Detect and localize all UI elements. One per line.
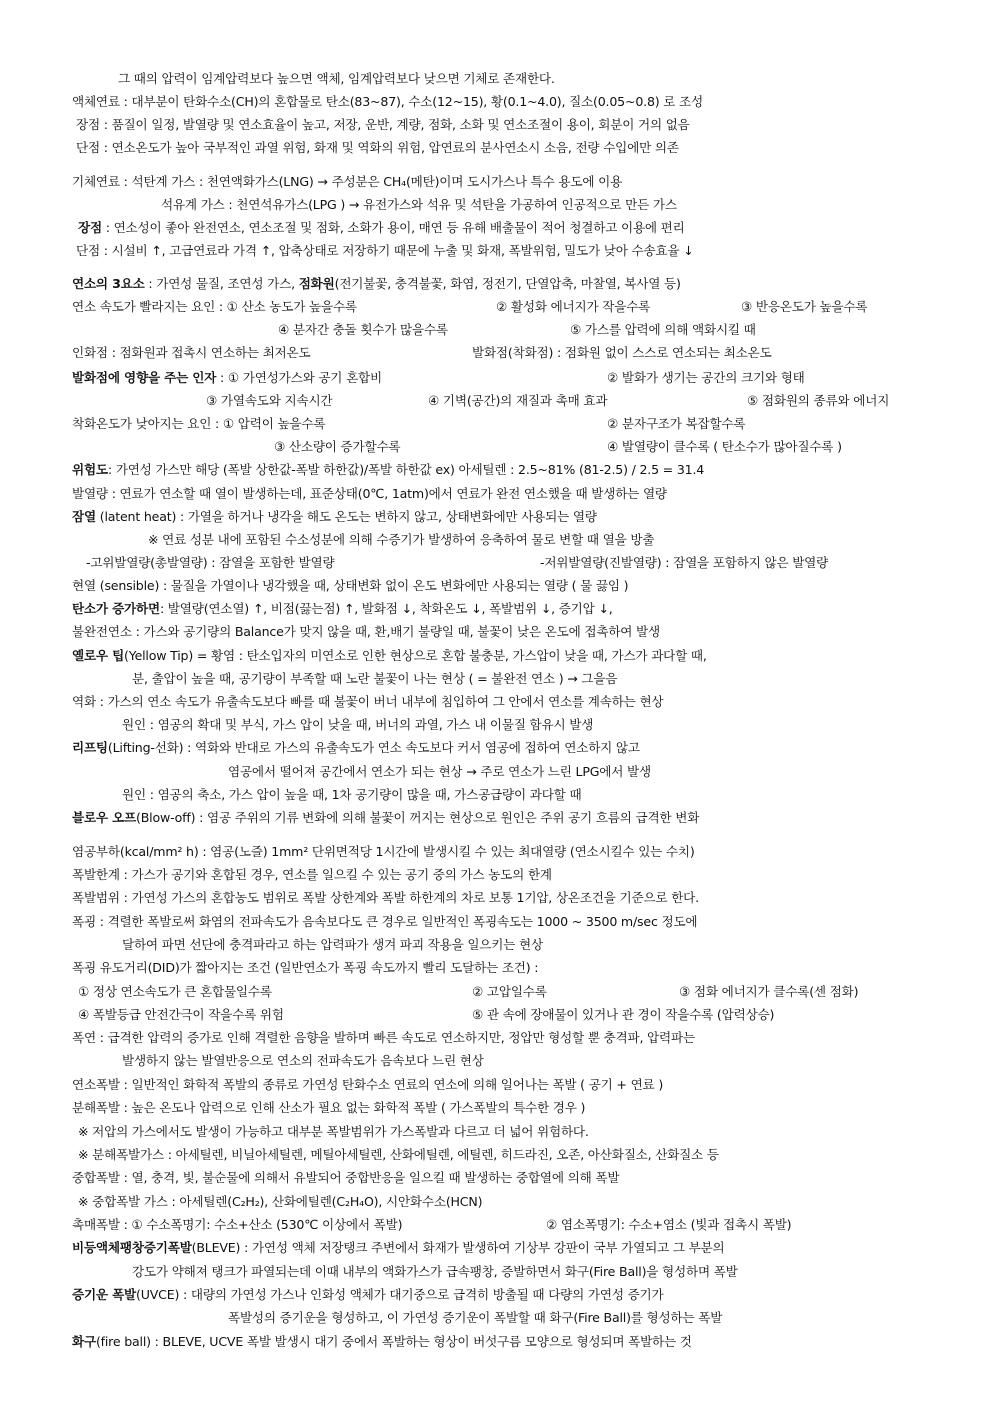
text-line: ④ 기벽(공간)의 재질과 촉매 효과 bbox=[428, 393, 608, 408]
text-span: (BLEVE) : 가연성 액체 저장탱크 주변에서 화재가 발생하여 기상부 강판이 국부 가열되고 그 부분의 bbox=[191, 1240, 725, 1255]
label-uvce: 증기운 bbox=[72, 1287, 108, 1302]
label-ignition-factors: 발화점에 영향을 주는 인자 bbox=[72, 370, 217, 385]
text-line: 발열량 : 연료가 연소할 때 열이 발생하는데, 표준상태(0℃, 1atm)에서 연료가 완전 연소했을 때 발생하는 열량 bbox=[72, 486, 667, 501]
text-line: 연소 속도가 빨라지는 요인 : ① 산소 농도가 높을수록 bbox=[72, 299, 357, 314]
text-line bbox=[72, 276, 681, 292]
label-uvce: 폭발 bbox=[107, 1287, 137, 1302]
text-line: 원인 : 염공의 축소, 가스 압이 높을 때, 1차 공기량이 많을 때, 가스공급량이 과다할 때 bbox=[122, 787, 582, 802]
text-line: 연소폭발 : 일반적인 화학적 폭발의 종류로 가연성 탄화수소 연료의 연소에 의해 일어나는 폭발 ( 공기 + 연료 ) bbox=[72, 1077, 664, 1092]
text-line bbox=[72, 648, 707, 664]
text-line: ③ 가열속도와 지속시간 bbox=[206, 393, 333, 408]
text-span: : bbox=[216, 370, 228, 385]
text-span: (Lifting-선화) : 역화와 반대로 가스의 유출속도가 연소 속도보다 커서 염공에 접하여 연소하지 않고 bbox=[107, 740, 640, 755]
text-line: ④ 발열량이 클수록 ( 탄소수가 많아질수록 ) bbox=[607, 439, 842, 454]
text-span: (UVCE) : 대량의 가연성 가스나 인화성 액체가 대기중으로 급격히 방출될 때 다량의 가연성 증기가 bbox=[136, 1287, 664, 1302]
text-line: ③ 점화 에너지가 클수록(센 점화) bbox=[679, 984, 859, 999]
label-ignition-source: 점화원 bbox=[298, 276, 335, 291]
text-span: (Yellow Tip) = 황염 : 탄소입자의 미연소로 인한 현상으로 혼합 불충분, 가스압이 낮을 때, 가스가 과다할 때, bbox=[124, 648, 707, 663]
text-line: 중합폭발 : 열, 충격, 빛, 불순물에 의해서 유발되어 중합반응을 일으킬 때 발생하는 중합열에 의해 폭발 bbox=[72, 1170, 620, 1185]
text-line: 역화 : 가스의 연소 속도가 유출속도보다 빠를 때 불꽃이 버너 내부에 침입하여 그 안에서 연소를 계속하는 현상 bbox=[72, 694, 664, 709]
label-fireball: 화구 bbox=[72, 1334, 96, 1349]
text-span: 가연성 물질, 조연성 가스, bbox=[156, 276, 295, 291]
text-span: (latent heat) : 가열을 하거나 냉각을 해도 온도는 변하지 않고, 상태변화에만 사용되는 열량 bbox=[95, 509, 597, 524]
text-line: ⑤ 관 속에 장애물이 있거나 관 경이 작을수록 (압력상승) bbox=[472, 1007, 775, 1022]
label-danger: 위험도 bbox=[72, 462, 108, 477]
text-line: 강도가 약해져 탱크가 파열되는데 이때 내부의 액화가스가 급속팽창, 증발하면서 화구(Fire Ball)을 형성하며 폭발 bbox=[132, 1264, 738, 1279]
text-line: ※ 분해폭발가스 : 아세틸렌, 비닐아세틸렌, 메틸아세틸렌, 산화에틸렌, 에틸렌, 히드라진, 오존, 아산화질소, 산화질소 등 bbox=[78, 1147, 719, 1162]
text-line: 폭굉 : 격렬한 폭발로써 화염의 전파속도가 음속보다도 큰 경우로 일반적인 폭굉속도는 1000 ~ 3500 m/sec 정도에 bbox=[72, 914, 698, 929]
text-line: -고위발열량(총발열량) : 잠열을 포함한 발열량 bbox=[86, 555, 335, 570]
text-span: (fire ball) : BLEVE, UCVE 폭발 발생시 대기 중에서 폭발하는 형상이 버섯구름 모양으로 형성되며 폭발하는 것 bbox=[95, 1334, 692, 1349]
text-line: 폭발한계 : 가스가 공기와 혼합된 경우, 연소를 일으킬 수 있는 공기 중의 가스 농도의 한계 bbox=[72, 867, 552, 882]
text-line bbox=[72, 1287, 664, 1303]
text-line: ③ 반응온도가 높을수록 bbox=[741, 299, 868, 314]
text-line: ② 염소폭명기: 수소+염소 (빛과 접촉시 폭발) bbox=[546, 1217, 792, 1232]
label-lifting: 리프팅 bbox=[72, 740, 108, 755]
text-span: (전기불꽃, 충격불꽃, 화염, 정전기, 단열압축, 마찰열, 복사열 등) bbox=[334, 276, 681, 291]
text-line bbox=[72, 1240, 725, 1256]
text-line: ② 분자구조가 복잡할수록 bbox=[607, 416, 746, 431]
text-span: ① 가연성가스와 공기 혼합비 bbox=[227, 370, 382, 385]
text-line bbox=[72, 370, 382, 386]
text-line: ※ 연료 성분 내에 포함된 수소성분에 의해 수증기가 발생하여 응축하여 물로 변할 때 열을 방출 bbox=[148, 532, 655, 547]
text-line: ② 활성화 에너지가 작을수록 bbox=[496, 299, 651, 314]
text-line: ⑤ 점화원의 종류와 에너지 bbox=[747, 393, 890, 408]
label-yellow-tip: 옐로우 팁 bbox=[72, 648, 125, 663]
text-line: -저위발열량(진발열량) : 잠열을 포함하지 않은 발열량 bbox=[540, 555, 829, 570]
text-line: 액체연료 : 대부분이 탄화수소(CH)의 혼합물로 탄소(83~87), 수소(12~15), 황(0.1~4.0), 질소(0.05~0.8) 로 조성 bbox=[72, 94, 703, 109]
text-line bbox=[72, 810, 699, 826]
text-line: 분해폭발 : 높은 온도나 압력으로 인해 산소가 필요 없는 화학적 폭발 ( 가스폭발의 특수한 경우 ) bbox=[72, 1100, 586, 1115]
text-line: 촉매폭발 : ① 수소폭명기: 수소+산소 (530℃ 이상에서 폭발) bbox=[72, 1217, 403, 1232]
text-line bbox=[72, 740, 640, 756]
text-line: ④ 분자간 충돌 횟수가 많을수록 bbox=[278, 322, 448, 337]
text-line: 발화점(착화점) : 점화원 없이 스스로 연소되는 최소온도 bbox=[472, 345, 772, 360]
label-latent: 잠열 bbox=[72, 509, 96, 524]
text-line: 발생하지 않는 발열반응으로 연소의 전파속도가 음속보다 느린 현상 bbox=[122, 1053, 484, 1068]
text-line: ※ 저압의 가스에서도 발생이 가능하고 대부분 폭발범위가 가스폭발과 다르고 더 넓어 위험하다. bbox=[78, 1124, 589, 1139]
text-span: : bbox=[144, 276, 157, 291]
text-line: 장점 : 연소성이 좋아 완전연소, 연소조절 및 점화, 소화가 용이, 매연 등 유해 배출물이 적어 청결하고 이용에 편리 bbox=[78, 220, 685, 235]
text-line: 착화온도가 낮아지는 요인 : ① 압력이 높을수록 bbox=[72, 416, 326, 431]
text-line: 석유계 가스 : 천연석유가스(LPG ) → 유전가스와 석유 및 석탄을 가공하여 인공적으로 만든 가스 bbox=[161, 197, 677, 212]
text-line: 원인 : 염공의 확대 및 부식, 가스 압이 낮을 때, 버너의 과열, 가스 내 이물질 함유시 발생 bbox=[122, 717, 594, 732]
text-line: ④ 폭발등급 안전간극이 작을수록 위험 bbox=[78, 1007, 284, 1022]
text-line: 달하여 파면 선단에 충격파라고 하는 압력파가 생겨 파괴 작용을 일으키는 현상 bbox=[122, 937, 543, 952]
text-line: 불완전연소 : 가스와 공기량의 Balance가 맞지 않을 때, 환,배기 불량일 때, 불꽃이 낮은 온도에 접촉하여 발생 bbox=[72, 624, 660, 639]
text-line: ⑤ 가스를 압력에 의해 액화시킬 때 bbox=[570, 322, 756, 337]
text-line: ③ 산소량이 증가할수록 bbox=[274, 439, 401, 454]
text-line: ① 정상 연소속도가 큰 혼합물일수록 bbox=[78, 984, 272, 999]
text-line: 인화점 : 점화원과 접촉시 연소하는 최저온도 bbox=[72, 345, 311, 360]
text-line: 장점 : 품질이 일정, 발열량 및 연소효율이 높고, 저장, 운반, 계량, 점화, 소화 및 연소조절이 용이, 회분이 거의 없음 bbox=[76, 117, 690, 132]
text-line: 단점 : 시설비 ↑, 고급연료라 가격 ↑, 압축상태로 저장하기 때문에 누출 및 화재, 폭발위험, 밀도가 낮아 수송효율 ↓ bbox=[76, 243, 694, 258]
text-line: 폭굉 유도거리(DID)가 짧아지는 조건 (일반연소가 폭굉 속도까지 빨리 도달하는 조건) : bbox=[72, 960, 539, 975]
text-line: ※ 중합폭발 가스 : 아세틸렌(C₂H₂), 산화에틸렌(C₂H₄O), 시안화수소(HCN) bbox=[78, 1194, 483, 1209]
text-line: 폭연 : 급격한 압력의 증가로 인해 격렬한 음향을 발하며 빠른 속도로 연소하지만, 정압만 형성할 뿐 충격파, 압력파는 bbox=[72, 1030, 695, 1045]
text-line: 현열 (sensible) : 물질을 가열이나 냉각했을 때, 상태변화 없이 온도 변화에만 사용되는 열량 ( 물 끓임 ) bbox=[72, 578, 629, 593]
text-line: ② 발화가 생기는 공간의 크기와 형태 bbox=[607, 370, 805, 385]
label-blow-off: 블로우 오프 bbox=[72, 810, 137, 825]
text-line: 단점 : 연소온도가 높아 국부적인 과열 위험, 화재 및 역화의 위험, 압연료의 분사연소시 소음, 전량 수입에만 의존 bbox=[76, 140, 679, 155]
text-line: 폭발성의 증기운을 형성하고, 이 가연성 증기운이 폭발할 때 화구(Fire Ball)를 형성하는 폭발 bbox=[228, 1310, 723, 1325]
text-line: 기체연료 : 석탄계 가스 : 천연액화가스(LNG) → 주성분은 CH₄(메탄)이며 도시가스나 특수 용도에 이용 bbox=[72, 174, 623, 189]
text-line bbox=[72, 509, 597, 525]
text-span: 연소성이 좋아 완전연소, 연소조절 및 점화, 소화가 용이, 매연 등 유해 배출물이 적어 청결하고 이용에 편리 bbox=[113, 220, 685, 235]
text-line bbox=[72, 601, 613, 617]
text-line bbox=[72, 462, 704, 478]
text-span: : 발열량(연소열) ↑, 비점(끓는점) ↑, 발화점 ↓, 착화온도 ↓, 폭발범위 ↓, 증기압 ↓, bbox=[159, 601, 613, 616]
text-line bbox=[72, 1334, 692, 1350]
label-triangle: 연소의 3요소 bbox=[72, 276, 145, 291]
label-advantage: 장점 bbox=[78, 220, 102, 235]
text-line: 폭발범위 : 가연성 가스의 혼합농도 범위로 폭발 상한계와 폭발 하한계의 차로 보통 1기압, 상온조건을 기준으로 한다. bbox=[72, 890, 699, 905]
text-line: 그 때의 압력이 임계압력보다 높으면 액체, 임계압력보다 낮으면 기체로 존재한다. bbox=[118, 71, 555, 86]
text-span: (Blow-off) : 염공 주위의 기류 변화에 의해 불꽃이 꺼지는 현상으로 원인은 주위 공기 흐름의 급격한 변화 bbox=[136, 810, 700, 825]
label-bleve: 비등액체팽창증기폭발 bbox=[72, 1240, 192, 1255]
text-line: 분, 출압이 높을 때, 공기량이 부족할 때 노란 불꽃이 나는 현상 ( = 불완전 연소 ) → 그을음 bbox=[132, 671, 618, 686]
text-line: 염공부하(kcal/mm² h) : 염공(노즐) 1mm² 단위면적당 1시간에 발생시킬 수 있는 최대열량 (연소시킬수 있는 수치) bbox=[72, 844, 695, 859]
text-line: 염공에서 떨어져 공간에서 연소가 되는 현상 → 주로 연소가 느린 LPG에서 발생 bbox=[228, 764, 651, 779]
label-more-carbon: 탄소가 증가하면 bbox=[72, 601, 160, 616]
text-span: : 가연성 가스만 해당 (폭발 상한값-폭발 하한값)/폭발 하한값 ex) 아세틸렌 : 2.5~81% (81-2.5) / 2.5 = 31.4 bbox=[107, 462, 705, 477]
text-line: ② 고압일수록 bbox=[472, 984, 547, 999]
